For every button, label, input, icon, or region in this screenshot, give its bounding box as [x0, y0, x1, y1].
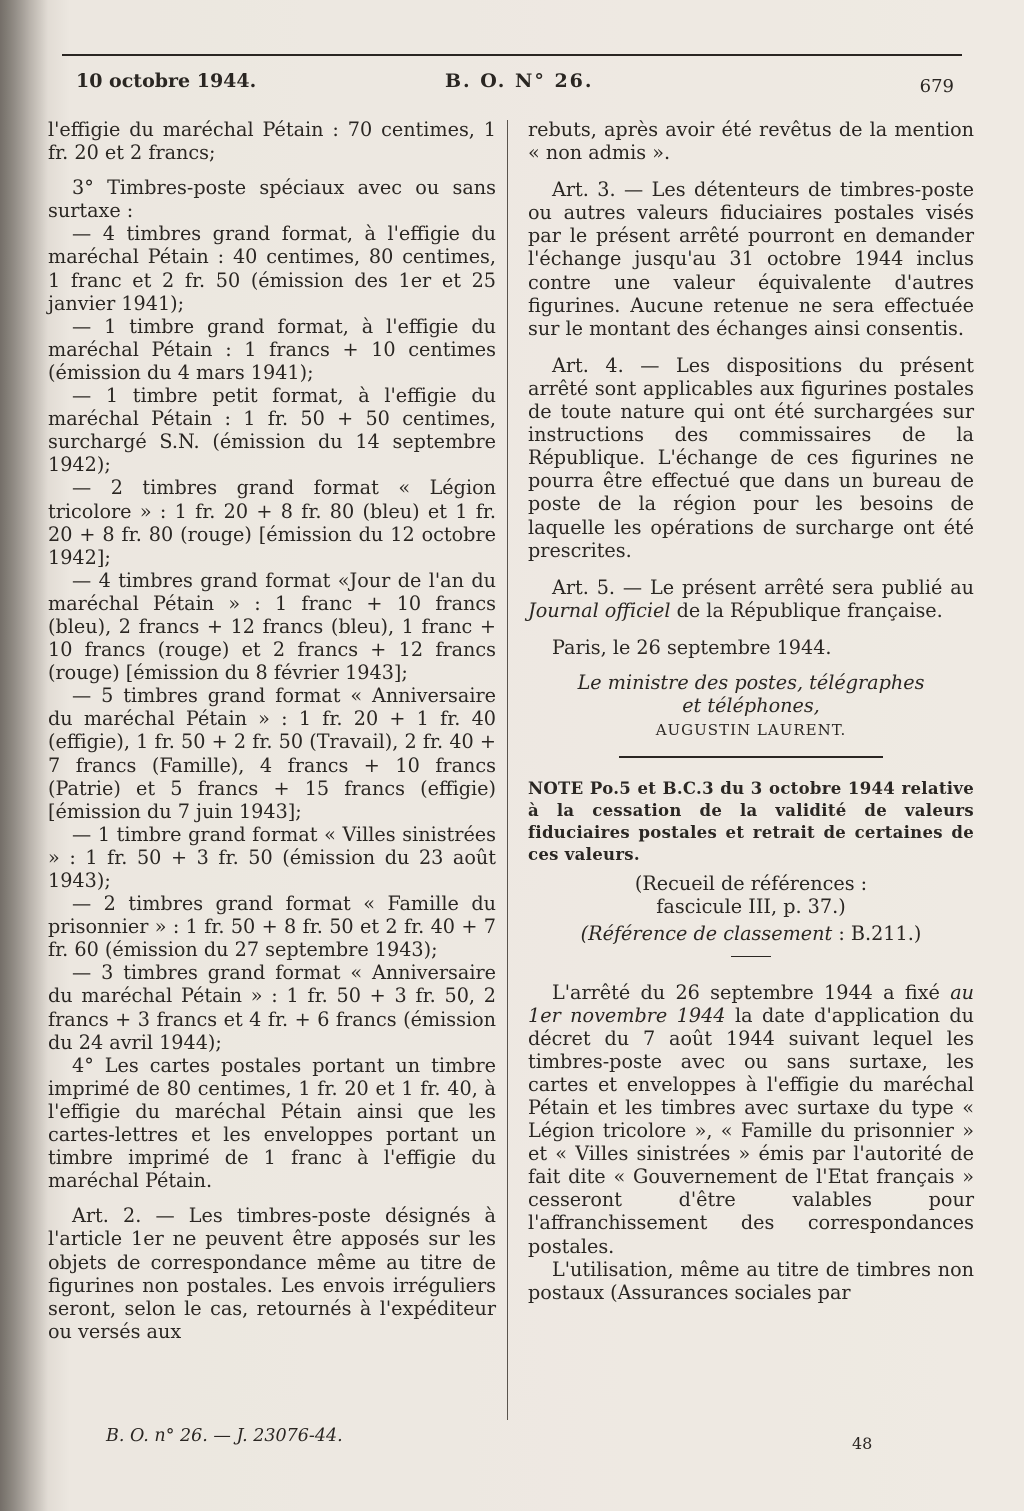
paragraph: — 5 timbres grand format « Anniversaire du maréchal Pétain » : 1 fr. 20 + 1 fr. 40 (effigie), 1 fr. 50 + 2 fr. 50 (Travail), 2 fr. 40 + 7 francs (Famille), 4 francs + 10 francs (Patrie) et 5 francs + 15 francs (effigie) [émission du 7 juin 1943];	[48, 684, 496, 823]
reference-value: : B.211.)	[832, 922, 922, 946]
paragraph: — 3 timbres grand format « Anniversaire du maréchal Pétain » : 1 fr. 50 + 3 fr. 50, 2 francs + 3 francs et 4 fr. + 6 francs (émission du 24 avril 1944);	[48, 961, 496, 1054]
page-number: 679	[919, 76, 954, 97]
paragraph: — 2 timbres grand format « Famille du prisonnier » : 1 fr. 50 + 8 fr. 50 et 2 fr. 40 + 7 fr. 60 (émission du 27 septembre 1943);	[48, 892, 496, 962]
column-divider	[507, 120, 508, 1420]
note-body-2: L'utilisation, même au titre de timbres non postaux (Assurances sociales par	[528, 1257, 974, 1304]
running-head	[62, 70, 962, 100]
reference-classement	[528, 922, 974, 945]
paragraph: — 1 timbre grand format « Villes sinistrées » : 1 fr. 50 + 3 fr. 50 (émission du 23 août 1943);	[48, 822, 496, 892]
footer-number: 48	[852, 1434, 873, 1453]
header-bulletin: B. O. N° 26.	[445, 70, 594, 92]
article-4: Art. 4. — Les dispositions du présent arrêté sont applicables aux figurines postales de toute nature qui ont été surchargées sur instructions des commissaires de la République. L'échange de ces figurines ne pourra être effectué que dans un bureau de poste de la région pour les besoins de laquelle les opérations de surcharge ont été prescrites.	[528, 353, 974, 562]
reference-label: (Référence de classement	[580, 922, 833, 946]
recueil-line-2: fascicule III, p. 37.)	[656, 895, 846, 919]
header-date: 10 octobre 1944.	[76, 70, 257, 92]
paragraph: — 1 timbre grand format, à l'effigie du maréchal Pétain : 1 francs + 10 centimes (émission du 4 mars 1941);	[48, 314, 496, 384]
recueil-line: (Recueil de références :	[634, 872, 868, 896]
place-date: Paris, le 26 septembre 1944.	[552, 635, 832, 659]
note-body	[528, 981, 974, 1258]
note-body-end: la date d'application du décret du 7 août 1944 suivant lequel les timbres-poste avec ou sans surtaxe, les cartes et enveloppes à l'effigie du maréchal Pétain et les timbres avec surtaxe du type « Légion tricolore », « Famille du prisonnier » et « Villes sinistrées » émis par l'autorité de fait dite « Gouvernement de l'Etat français » cesseront d'être valables pour l'affranchissement des correspondances postales.	[528, 1003, 975, 1258]
note-body-text: L'arrêté du 26 septembre 1944 a fixé	[552, 980, 951, 1004]
paragraph: 3° Timbres-poste spéciaux avec ou sans surtaxe :	[48, 176, 496, 223]
paragraph: — 1 timbre petit format, à l'effigie du maréchal Pétain : 1 fr. 50 + 50 centimes, surchargé S.N. (émission du 14 septembre 1942);	[48, 384, 496, 477]
minister-title-2: et téléphones,	[682, 694, 820, 718]
article-3: Art. 3. — Les détenteurs de timbres-poste ou autres valeurs fiduciaires postales visés par le présent arrêté pourront en demander l'échange jusqu'au 31 octobre 1944 inclus contre une valeur équivalente d'autres figurines. Aucune retenue ne sera effectuée sur le montant des échanges ainsi consentis.	[528, 178, 974, 340]
minister-title: Le ministre des postes, télégraphes	[577, 670, 925, 694]
right-column	[528, 118, 974, 1304]
header-rule	[62, 54, 962, 56]
note-body-date: au 1er novembre 1944	[528, 980, 974, 1027]
paragraph-continuation: rebuts, après avoir été revêtus de la mention « non admis ».	[528, 118, 974, 165]
binding-shadow	[0, 0, 48, 1511]
article-5-text: Art. 5. — Le présent arrêté sera publié au	[552, 575, 974, 599]
footer-reference: B. O. n° 26. — J. 23076-44.	[106, 1426, 343, 1446]
paragraph: — 4 timbres grand format «Jour de l'an du maréchal Pétain » : 1 franc + 10 francs (bleu), 2 francs + 12 francs (bleu), 1 franc + 10 francs (rouge) et 2 francs + 12 francs (rouge) [émission du 8 février 1943];	[48, 568, 496, 685]
article-2: Art. 2. — Les timbres-poste désignés à l'article 1er ne peuvent être apposés sur les objets de correspondance même au titre de figurines non postales. Les envois irréguliers seront, selon le cas, retournés à l'expéditeur ou versés aux	[48, 1204, 496, 1343]
small-rule	[731, 956, 771, 957]
signature: AUGUSTIN LAURENT.	[655, 721, 847, 740]
paragraph: — 2 timbres grand format « Légion tricolore » : 1 fr. 20 + 8 fr. 80 (bleu) et 1 fr. 20 + 8 fr. 80 (rouge) [émission du 12 octobre 1942];	[48, 476, 496, 569]
paragraph: 4° Les cartes postales portant un timbre imprimé de 80 centimes, 1 fr. 20 et 1 fr. 40, à l'effigie du maréchal Pétain ainsi que les cartes-lettres et les enveloppes portant un timbre imprimé de 1 franc à l'effigie du maréchal Pétain.	[48, 1053, 496, 1193]
paragraph: l'effigie du maréchal Pétain : 70 centimes, 1 fr. 20 et 2 francs;	[48, 118, 496, 165]
paragraph: — 4 timbres grand format, à l'effigie du maréchal Pétain : 40 centimes, 80 centimes, 1 franc et 2 fr. 50 (émission des 1er et 25 janvier 1941);	[48, 222, 496, 315]
section-rule	[619, 756, 883, 758]
journal-officiel: Journal officiel	[528, 598, 671, 622]
note-title: NOTE Po.5 et B.C.3 du 3 octobre 1944 relative à la cessation de la validité de valeurs fiduciaires postales et retrait de certaines de ces valeurs.	[528, 779, 974, 865]
article-5-end: de la République française.	[670, 598, 943, 622]
article-5	[528, 576, 974, 622]
left-column	[48, 118, 496, 1343]
